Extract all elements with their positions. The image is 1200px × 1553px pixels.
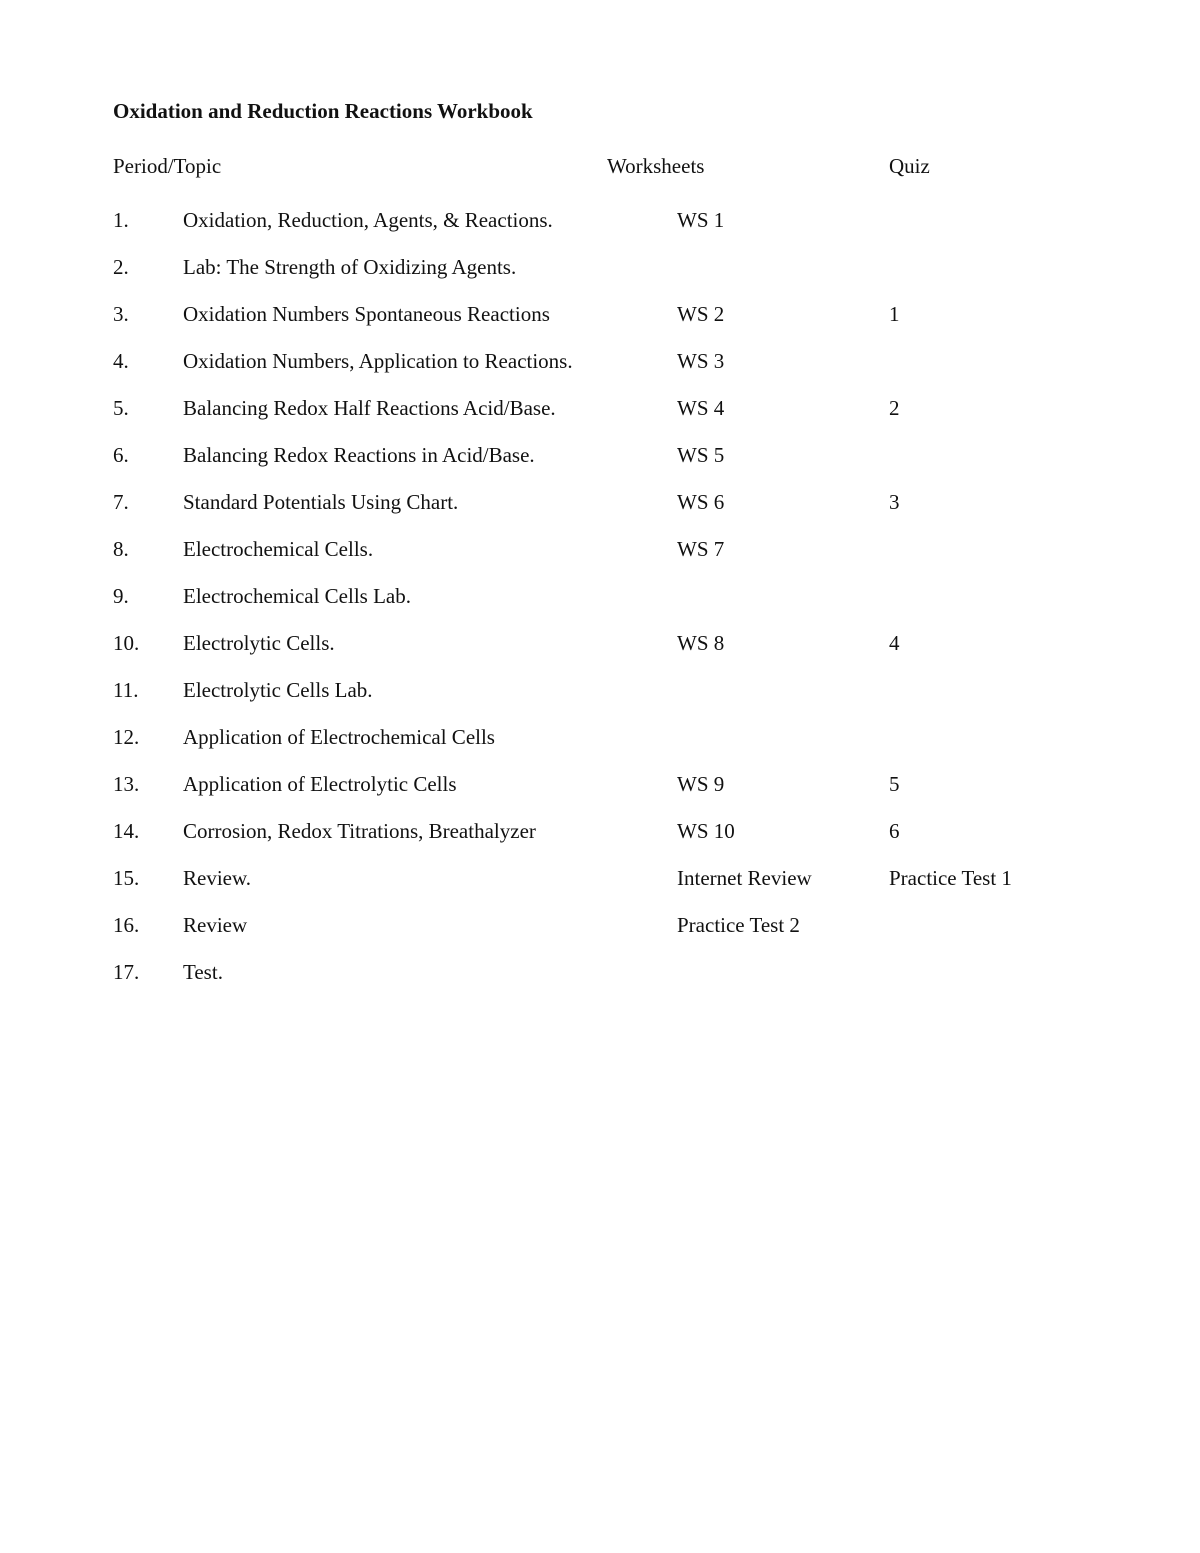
row-quiz: 5 bbox=[889, 772, 900, 796]
row-number: 9. bbox=[113, 584, 129, 608]
row-topic: Electrochemical Cells Lab. bbox=[183, 584, 411, 608]
row-topic: Electrolytic Cells Lab. bbox=[183, 678, 373, 702]
table-row bbox=[0, 490, 1200, 537]
table-row bbox=[0, 960, 1200, 1007]
row-quiz: 3 bbox=[889, 490, 900, 514]
row-topic: Oxidation Numbers, Application to Reactions. bbox=[183, 349, 573, 373]
row-quiz: 4 bbox=[889, 631, 900, 655]
table-row bbox=[0, 396, 1200, 443]
column-header-worksheets: Worksheets bbox=[607, 154, 705, 178]
column-header-topic: Period/Topic bbox=[113, 154, 222, 178]
row-number: 3. bbox=[113, 302, 129, 326]
row-worksheet: WS 4 bbox=[677, 396, 725, 420]
table-row bbox=[0, 678, 1200, 725]
schedule-table bbox=[0, 208, 1200, 1007]
row-number: 7. bbox=[113, 490, 129, 514]
table-row bbox=[0, 537, 1200, 584]
row-topic: Review bbox=[183, 913, 248, 937]
row-worksheet: WS 9 bbox=[677, 772, 725, 796]
column-header-quiz: Quiz bbox=[889, 154, 930, 178]
row-worksheet: WS 10 bbox=[677, 819, 735, 843]
table-row bbox=[0, 819, 1200, 866]
row-topic: Application of Electrochemical Cells bbox=[183, 725, 495, 749]
page-title: Oxidation and Reduction Reactions Workbook bbox=[113, 99, 533, 123]
row-quiz: 2 bbox=[889, 396, 900, 420]
row-topic: Review. bbox=[183, 866, 252, 890]
row-quiz: Practice Test 1 bbox=[889, 866, 1012, 890]
row-worksheet: WS 5 bbox=[677, 443, 725, 467]
row-topic: Electrolytic Cells. bbox=[183, 631, 335, 655]
row-worksheet: WS 8 bbox=[677, 631, 725, 655]
row-topic: Balancing Redox Half Reactions Acid/Base. bbox=[183, 396, 556, 420]
table-row bbox=[0, 584, 1200, 631]
row-number: 14. bbox=[113, 819, 140, 843]
row-number: 17. bbox=[113, 960, 140, 984]
row-worksheet: WS 6 bbox=[677, 490, 725, 514]
table-row bbox=[0, 443, 1200, 490]
row-topic: Test. bbox=[183, 960, 223, 984]
row-number: 12. bbox=[113, 725, 140, 749]
table-row bbox=[0, 725, 1200, 772]
row-number: 16. bbox=[113, 913, 140, 937]
row-quiz: 1 bbox=[889, 302, 900, 326]
row-worksheet: WS 3 bbox=[677, 349, 725, 373]
row-topic: Standard Potentials Using Chart. bbox=[183, 490, 459, 514]
row-number: 4. bbox=[113, 349, 129, 373]
row-worksheet: Practice Test 2 bbox=[677, 913, 800, 937]
row-topic: Corrosion, Redox Titrations, Breathalyzer bbox=[183, 819, 536, 843]
row-number: 8. bbox=[113, 537, 129, 561]
table-row bbox=[0, 631, 1200, 678]
row-topic: Oxidation, Reduction, Agents, & Reactions. bbox=[183, 208, 553, 232]
row-number: 5. bbox=[113, 396, 129, 420]
row-worksheet: WS 7 bbox=[677, 537, 725, 561]
table-row bbox=[0, 302, 1200, 349]
table-row bbox=[0, 772, 1200, 819]
row-topic: Lab: The Strength of Oxidizing Agents. bbox=[183, 255, 517, 279]
row-number: 13. bbox=[113, 772, 140, 796]
row-number: 2. bbox=[113, 255, 129, 279]
table-row bbox=[0, 349, 1200, 396]
row-topic: Application of Electrolytic Cells bbox=[183, 772, 457, 796]
row-worksheet: Internet Review bbox=[677, 866, 812, 890]
table-row bbox=[0, 208, 1200, 255]
row-number: 11. bbox=[113, 678, 139, 702]
row-worksheet: WS 2 bbox=[677, 302, 725, 326]
row-worksheet: WS 1 bbox=[677, 208, 725, 232]
row-number: 15. bbox=[113, 866, 140, 890]
row-number: 6. bbox=[113, 443, 129, 467]
table-row bbox=[0, 255, 1200, 302]
row-number: 10. bbox=[113, 631, 140, 655]
table-row bbox=[0, 866, 1200, 913]
table-row bbox=[0, 913, 1200, 960]
row-number: 1. bbox=[113, 208, 129, 232]
row-topic: Electrochemical Cells. bbox=[183, 537, 374, 561]
row-topic: Balancing Redox Reactions in Acid/Base. bbox=[183, 443, 535, 467]
row-quiz: 6 bbox=[889, 819, 900, 843]
row-topic: Oxidation Numbers Spontaneous Reactions bbox=[183, 302, 550, 326]
